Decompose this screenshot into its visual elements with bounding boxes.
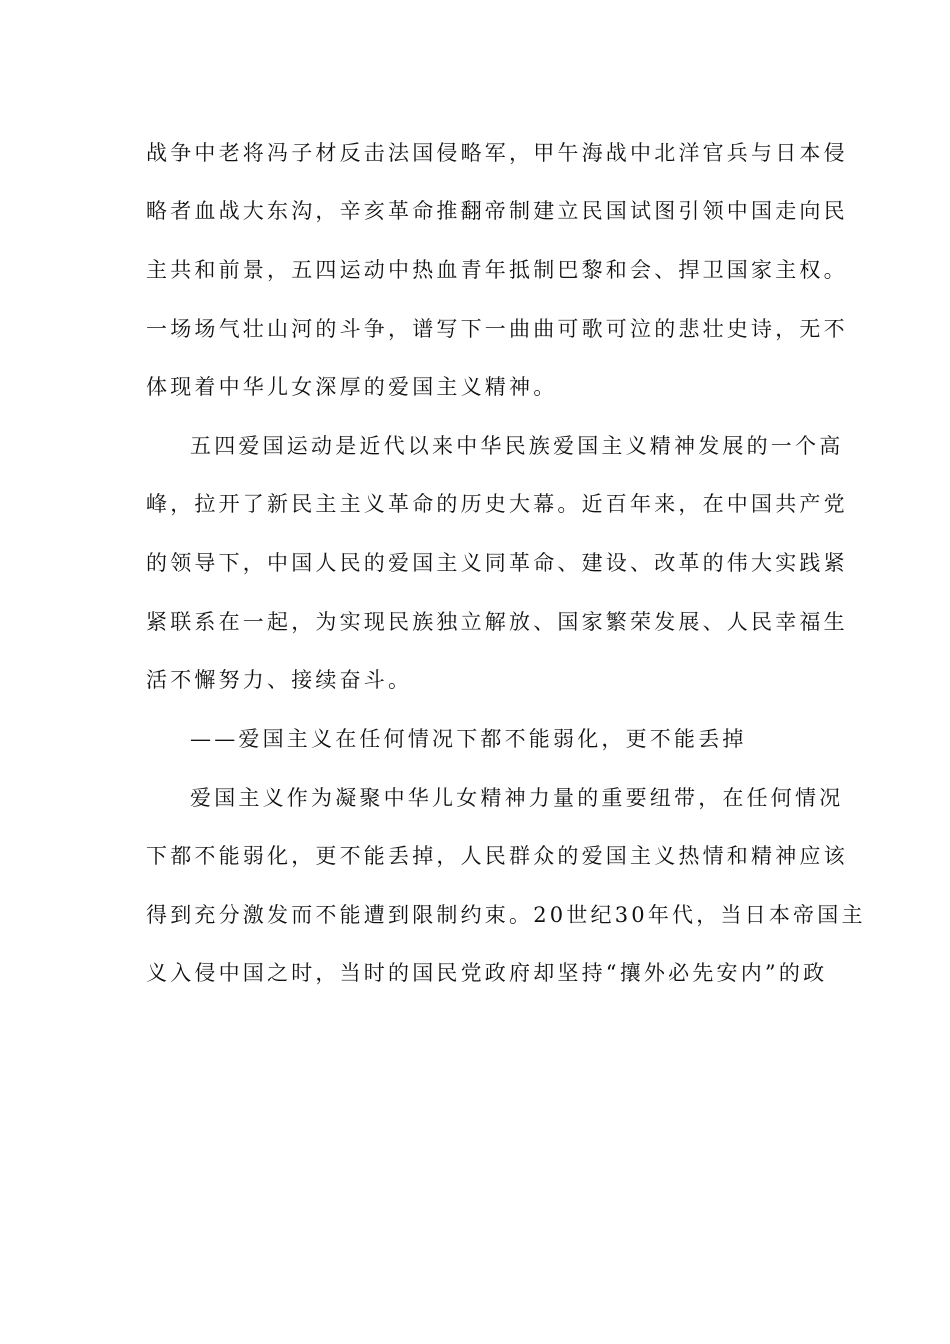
text-line: 得到充分激发而不能遭到限制约束。20世纪30年代，当日本帝国主: [146, 903, 866, 927]
text-line: 体现着中华儿女深厚的爱国主义精神。: [146, 375, 558, 399]
text-line: 义入侵中国之时，当时的国民党政府却坚持“攘外必先安内”的政: [146, 961, 828, 985]
text-line: 主共和前景，五四运动中热血青年抵制巴黎和会、捍卫国家主权。: [146, 258, 848, 282]
text-line: 一场场气壮山河的斗争，谱写下一曲曲可歌可泣的悲壮史诗，无不: [146, 317, 848, 341]
text-line: 略者血战大东沟，辛亥革命推翻帝制建立民国试图引领中国走向民: [146, 199, 848, 223]
paragraph-first-line: 五四爱国运动是近代以来中华民族爱国主义精神发展的一个高: [190, 434, 844, 458]
text-line: 的领导下，中国人民的爱国主义同革命、建设、改革的伟大实践紧: [146, 551, 848, 575]
section-heading: ——爱国主义在任何情况下都不能弱化，更不能丢掉: [190, 727, 747, 751]
text-line: 下都不能弱化，更不能丢掉，人民群众的爱国主义热情和精神应该: [146, 844, 848, 868]
text-line: 活不懈努力、接续奋斗。: [146, 668, 413, 692]
paragraph-first-line: 爱国主义作为凝聚中华儿女精神力量的重要纽带，在任何情况: [190, 786, 844, 810]
text-line: 战争中老将冯子材反击法国侵略军，甲午海战中北洋官兵与日本侵: [146, 141, 848, 165]
text-line: 峰，拉开了新民主主义革命的历史大幕。近百年来，在中国共产党: [146, 492, 848, 516]
text-line: 紧联系在一起，为实现民族独立解放、国家繁荣发展、人民幸福生: [146, 610, 848, 634]
